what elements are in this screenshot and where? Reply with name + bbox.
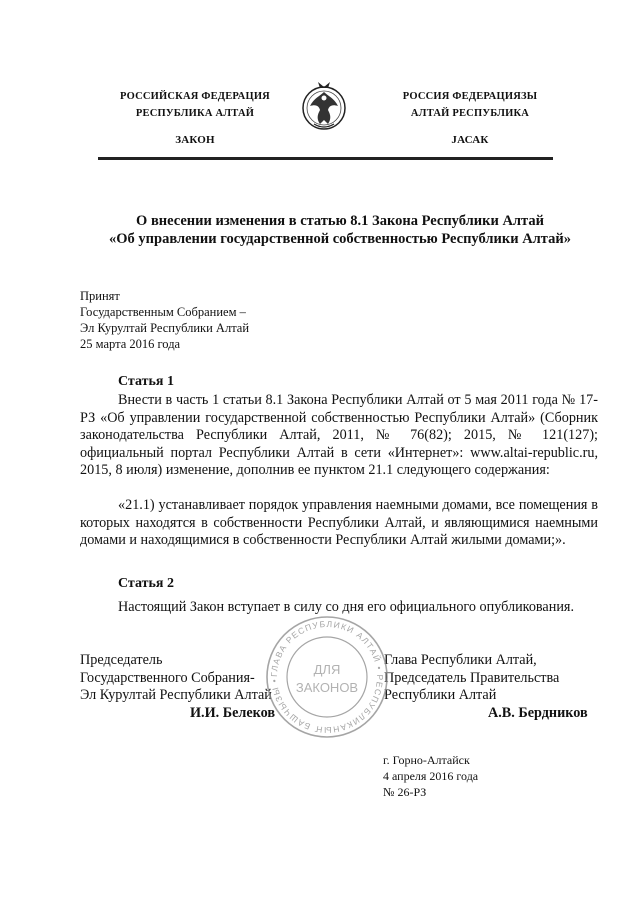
adoption-date: 25 марта 2016 года	[80, 337, 181, 351]
header-left	[100, 88, 290, 149]
signature-right-line3: Республики Алтай	[384, 687, 497, 703]
header-republic-ru: РЕСПУБЛИКА АЛТАЙ	[135, 108, 255, 119]
place-city: г. Горно-Алтайск	[383, 753, 470, 767]
adoption-line3: Эл Курултай Республики Алтай	[80, 321, 250, 335]
place-date-block	[383, 752, 478, 800]
place-date: 4 апреля 2016 года	[383, 769, 479, 783]
stamp-center-line1: ДЛЯ	[313, 662, 341, 677]
header-country-ru: РОССИЙСКАЯ ФЕДЕРАЦИЯ	[120, 91, 270, 102]
header-country-alt: РОССИЯ ФЕДЕРАЦИЯЗЫ	[402, 91, 538, 102]
stamp-center-line2: ЗАКОНОВ	[295, 680, 359, 695]
article2-paragraph1: Настоящий Закон вступает в силу со дня его официального опубликования.	[118, 599, 574, 615]
article1-paragraph1: Внести в часть 1 статьи 8.1 Закона Республики Алтай от 5 мая 2011 года № 17-РЗ «Об управлении государственной собственностью Республики Алтай» (Сборник законодательства Республики Алтай, 2011, № 76(82); 2015, № 121(127); официальный портал Республики Алтай в сети «Интернет»: www.altai-republic.ru, 2015, 8 июля) изменение, дополнив ее пунктом 21.1 следующего содержания:	[80, 392, 598, 478]
adoption-line2: Государственным Собранием –	[80, 305, 246, 319]
adoption-block	[80, 288, 249, 352]
article2-heading: Статья 2	[118, 576, 174, 591]
law-title-line2: «Об управлении государственной собственностью Республики Алтай»	[109, 231, 571, 247]
stamp-ring-text: ГЛАВА РЕСПУБЛИКИ АЛТАЙ • РЕСПУБЛИКАНЫҤ БАШЧЫЗЫ •	[268, 618, 386, 736]
article1-heading: Статья 1	[118, 374, 174, 389]
signature-left-line1: Председатель	[80, 652, 163, 668]
header-divider	[98, 157, 553, 160]
signature-left-name: И.И. Белеков	[190, 705, 276, 721]
law-title-line1: О внесении изменения в статью 8.1 Закона Республики Алтай	[136, 213, 544, 229]
header-doc-type-alt: ЈАСАК	[451, 134, 489, 146]
article1-paragraph2: «21.1) устанавливает порядок управления наемными домами, все помещения в которых находятся в собственности Республики Алтай, и являющимися наемными домами и находящимися в собственности Республики Алтай жилыми домами;».	[80, 497, 598, 548]
altai-coat-of-arms-icon	[300, 80, 348, 138]
law-number: № 26-РЗ	[383, 785, 427, 799]
signature-left-line2: Государственного Собрания-	[80, 669, 255, 686]
official-stamp-watermark	[262, 612, 392, 742]
signature-right-line1: Глава Республики Алтай,	[384, 652, 537, 668]
signature-right-name: А.В. Бердников	[488, 705, 588, 721]
signature-right	[384, 652, 604, 705]
header-doc-type-ru: ЗАКОН	[175, 134, 215, 146]
law-title	[80, 212, 600, 248]
signature-left-line3: Эл Курултай Республики Алтай	[80, 687, 272, 703]
adoption-line1: Принят	[80, 289, 120, 303]
header-republic-alt: АЛТАЙ РЕСПУБЛИКА	[410, 108, 530, 119]
header-right	[385, 88, 555, 149]
signature-right-line2: Председатель Правительства	[384, 669, 560, 686]
